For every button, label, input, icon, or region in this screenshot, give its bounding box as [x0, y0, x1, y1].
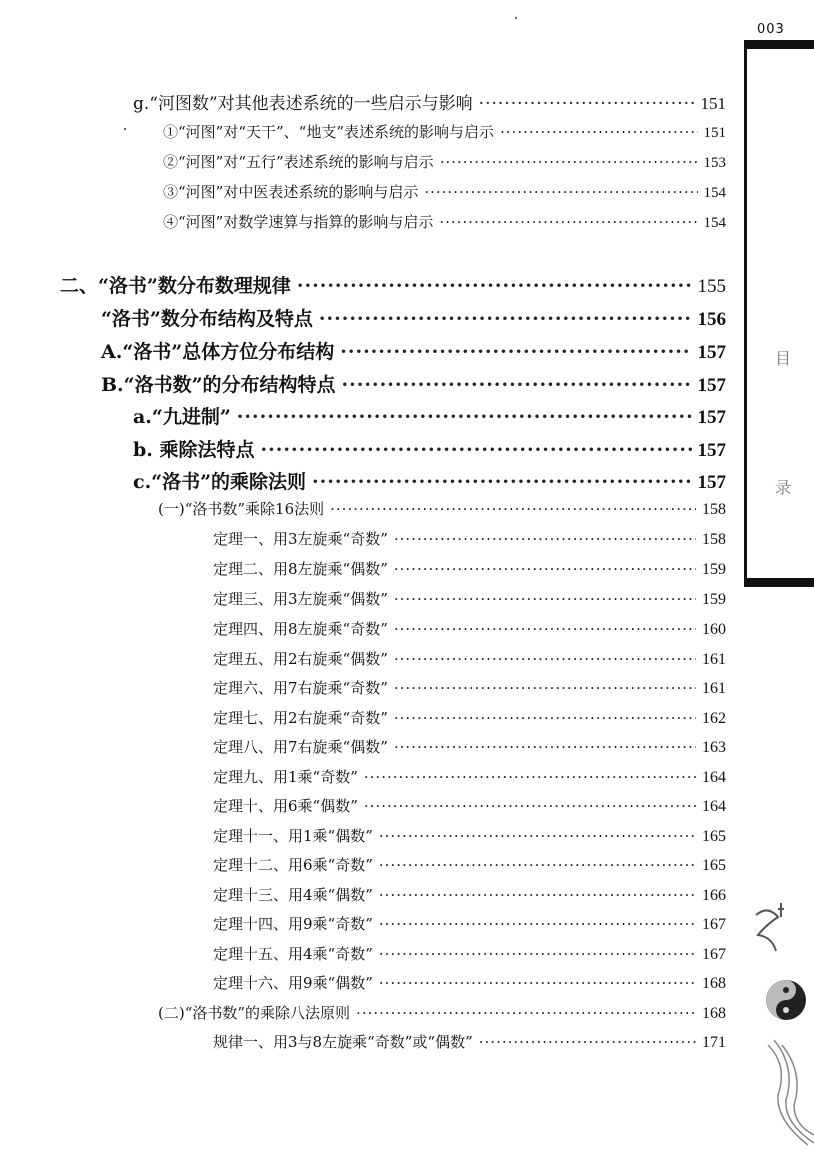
yin-yang-emblem [748, 895, 814, 1150]
toc-label: 定理三、用3左旋乘“偶数” [213, 590, 388, 608]
toc-label: ①“河图”对“天干”、“地支”表述系统的影响与启示 [163, 123, 495, 141]
leader-dots [330, 500, 696, 518]
toc-page: 168 [702, 975, 726, 992]
toc-label: 定理十四、用9乘“奇数” [213, 915, 373, 933]
toc-label: ④“河图”对数学速算与指算的影响与启示 [163, 213, 434, 231]
toc-entry [213, 854, 726, 875]
toc-page: 153 [703, 155, 726, 171]
toc-entry [213, 884, 726, 905]
leader-dots [394, 650, 696, 668]
toc-page: 167 [702, 946, 726, 963]
toc-page: 165 [702, 857, 726, 874]
toc-entry [213, 588, 726, 609]
toc-page: 167 [702, 916, 726, 933]
leader-dots [394, 590, 696, 608]
toc-page: 171 [702, 1034, 726, 1051]
toc-page: 158 [702, 531, 726, 548]
toc-label: 定理十一、用1乘“偶数” [213, 827, 373, 845]
toc-label: 定理十六、用9乘“偶数” [213, 974, 373, 992]
toc-label: ③“河图”对中医表述系统的影响与启示 [163, 183, 419, 201]
toc-page: 157 [697, 472, 726, 493]
toc-entry [213, 943, 726, 964]
toc-page: 163 [702, 739, 726, 756]
leader-dots [379, 915, 696, 933]
leader-dots [394, 560, 696, 578]
toc-page: 155 [697, 276, 726, 297]
toc-entry [101, 304, 726, 331]
toc-entry [213, 795, 726, 816]
toc-label: 定理四、用8左旋乘“奇数” [213, 620, 388, 638]
leader-dots [364, 797, 696, 815]
side-rule [744, 49, 747, 580]
toc-entry [158, 498, 726, 519]
toc-entry [133, 402, 726, 429]
leader-dots [439, 213, 697, 231]
leader-dots [479, 94, 695, 114]
toc-label: 定理十三、用4乘“偶数” [213, 886, 373, 904]
toc-label: b. 乘除法特点 [133, 439, 255, 461]
toc-page: 164 [702, 769, 726, 786]
leader-dots [237, 406, 692, 428]
toc-page: 166 [702, 887, 726, 904]
toc-entry [60, 271, 726, 298]
toc-label: 定理五、用2右旋乘“偶数” [213, 650, 388, 668]
toc-label: 二、“洛书”数分布数理规律 [60, 275, 291, 297]
toc-page: 154 [703, 215, 726, 231]
leader-dots [440, 153, 698, 171]
leader-dots [356, 1004, 696, 1022]
toc-entry [213, 1031, 726, 1052]
leader-dots [394, 679, 696, 697]
leader-dots [394, 620, 696, 638]
toc-page: 159 [702, 591, 726, 608]
toc-page: 157 [697, 440, 726, 461]
toc-entry [163, 151, 726, 172]
toc-entry [213, 913, 726, 934]
leader-dots [379, 856, 696, 874]
leader-dots [261, 439, 692, 461]
scan-speck [124, 128, 126, 130]
toc-label: “洛书”数分布结构及特点 [101, 308, 313, 330]
toc-entry [163, 121, 726, 142]
toc-label: 定理十、用6乘“偶数” [213, 797, 358, 815]
toc-label: 定理二、用8左旋乘“偶数” [213, 560, 388, 578]
toc-page: 158 [702, 501, 726, 518]
toc-page: 157 [697, 375, 726, 396]
toc-entry [213, 558, 726, 579]
toc-page: 161 [702, 651, 726, 668]
toc-label: A.“洛书”总体方位分布结构 [101, 341, 335, 363]
toc-label: B.“洛书数”的分布结构特点 [101, 374, 336, 396]
page-number: 003 [757, 22, 785, 37]
leader-dots [364, 768, 696, 786]
toc-page: 168 [702, 1005, 726, 1022]
leader-dots [297, 275, 692, 297]
toc-label: ②“河图”对“五行”表述系统的影响与启示 [163, 153, 434, 171]
footer-bar [744, 578, 814, 587]
toc-page: 157 [697, 342, 726, 363]
toc-entry [101, 370, 726, 397]
leader-dots [500, 123, 697, 141]
toc-page: 156 [697, 309, 726, 330]
toc-page: 157 [697, 407, 726, 428]
toc-page: 162 [702, 710, 726, 727]
toc-label: 定理一、用3左旋乘“奇数” [213, 530, 388, 548]
toc-page: 165 [702, 828, 726, 845]
side-label-mu: 目 [775, 349, 792, 368]
toc-label: 定理九、用1乘“奇数” [213, 768, 358, 786]
toc-entry [213, 766, 726, 787]
leader-dots [394, 738, 696, 756]
toc-entry [158, 1002, 726, 1023]
leader-dots [394, 709, 696, 727]
toc-label: 规律一、用3与8左旋乘“奇数”或“偶数” [213, 1033, 473, 1051]
toc-entry [133, 467, 726, 494]
toc-entry [213, 618, 726, 639]
toc-label: a.“九进制” [133, 406, 231, 428]
toc-entry [163, 211, 726, 232]
toc-page: 154 [703, 185, 726, 201]
leader-dots [479, 1033, 696, 1051]
toc-label: 定理十二、用6乘“奇数” [213, 856, 373, 874]
leader-dots [424, 183, 697, 201]
toc-entry [101, 337, 726, 364]
toc-entry [213, 736, 726, 757]
leader-dots [379, 886, 696, 904]
leader-dots [379, 827, 696, 845]
leader-dots [319, 308, 692, 330]
toc-label: (二)“洛书数”的乘除八法原则 [158, 1004, 351, 1022]
toc-label: 定理十五、用4乘“奇数” [213, 945, 373, 963]
toc-entry [133, 89, 726, 114]
toc-page: 151 [703, 125, 726, 141]
toc-page: 160 [702, 621, 726, 638]
toc-label: 定理八、用7右旋乘“偶数” [213, 738, 388, 756]
toc-entry [213, 648, 726, 669]
leader-dots [312, 471, 691, 493]
side-label-lu: 录 [775, 478, 792, 497]
toc-label: 定理六、用7右旋乘“奇数” [213, 679, 388, 697]
toc-entry [213, 825, 726, 846]
toc-page: 161 [702, 680, 726, 697]
leader-dots [379, 974, 696, 992]
leader-dots [394, 530, 696, 548]
toc-label: 定理七、用2右旋乘“奇数” [213, 709, 388, 727]
toc-entry [213, 972, 726, 993]
toc-entry [163, 181, 726, 202]
toc-label: g.“河图数”对其他表述系统的一些启示与影响 [133, 94, 473, 114]
toc-entry [213, 707, 726, 728]
toc-entry [213, 528, 726, 549]
toc-page: 164 [702, 798, 726, 815]
leader-dots [379, 945, 696, 963]
toc-entry [133, 435, 726, 462]
toc-entry [213, 677, 726, 698]
leader-dots [342, 374, 692, 396]
toc-label: (一)“洛书数”乘除16法则 [158, 500, 325, 518]
leader-dots [340, 341, 691, 363]
toc-page: 151 [700, 94, 726, 113]
toc-label: c.“洛书”的乘除法则 [133, 471, 307, 493]
toc-page: 159 [702, 561, 726, 578]
header-bar [744, 40, 814, 49]
scan-speck [515, 17, 517, 19]
